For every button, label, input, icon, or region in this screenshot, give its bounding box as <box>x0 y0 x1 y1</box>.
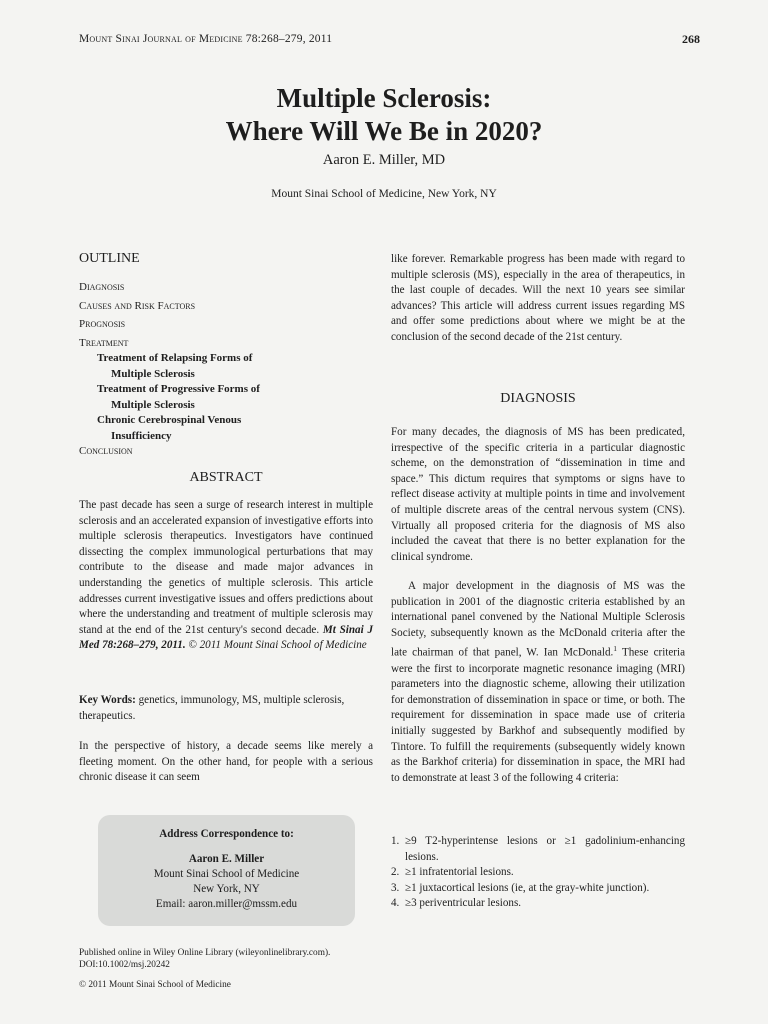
abstract-copyright: © 2011 Mount Sinai School of Medicine <box>188 639 367 652</box>
correspondence-name: Aaron E. Miller <box>188 853 265 865</box>
outline-list <box>79 280 373 460</box>
author-name: Aaron E. Miller, MD <box>322 152 446 168</box>
correspondence-heading: Address Correspondence to: <box>159 828 294 840</box>
running-head: Mount Sinai Journal of Medicine 78:268–279, 2011 <box>79 33 333 45</box>
outline-subitem-line2: Insufficiency <box>111 429 172 442</box>
diagnosis-p2-text-a: A major development in the diagnosis of MS was the publication in 2001 of the diagnostic criteria established by an international panel convened by the National Multiple Sclerosis Society, subsequently known as the McDonald criteria after the late chairman of that panel, W. Ian McDonald. <box>391 580 685 660</box>
criteria-text: ≥1 juxtacortical lesions (ie, at the gray-white junction). <box>405 881 650 894</box>
criteria-text: ≥1 infratentorial lesions. <box>405 866 514 879</box>
page-number: 268 <box>682 32 700 46</box>
correspondence-institution: Mount Sinai School of Medicine <box>153 868 300 880</box>
correspondence-city: New York, NY <box>193 883 260 895</box>
criteria-text: ≥3 periventricular lesions. <box>405 897 522 910</box>
criteria-number: 4. <box>391 897 400 910</box>
outline-item-conclusion[interactable]: Conclusion <box>79 445 133 457</box>
outline-subitem-line2: Multiple Sclerosis <box>111 367 195 380</box>
criteria-item <box>391 881 685 897</box>
criteria-number: 1. <box>391 835 400 847</box>
outline-subitem-relapsing[interactable] <box>79 351 373 382</box>
intro-paragraph-right: like forever. Remarkable progress has been made with regard to multiple sclerosis (MS), especially in the area of therapeutics, in the last couple of decades. Will the next 10 years see similar advances? This article will address current issues regarding MS and offer some predictions about where we might be at the conclusion of the second decade of the 21st century. <box>391 253 685 343</box>
abstract-text: The past decade has seen a surge of research interest in multiple sclerosis and an accelerated expansion of investigative efforts into multiple sclerosis therapeutics. Investigators have continued dissecting the complex immunological perturbations that may contribute to the disease and made major advances in understanding the genetics of multiple sclerosis. This article addresses current investigative issues and offers predictions about where the understanding and treatment of multiple sclerosis may stand at the end of the 21st century's second decade. <box>79 499 373 636</box>
keywords <box>79 693 373 724</box>
diagnosis-heading: DIAGNOSIS <box>500 391 576 406</box>
outline-subitem-line2: Multiple Sclerosis <box>111 398 195 411</box>
publication-info <box>79 947 373 971</box>
criteria-number: 2. <box>391 866 400 879</box>
criteria-item <box>391 896 685 912</box>
published-online: Published online in Wiley Online Library (wileyonlinelibrary.com). <box>79 948 331 958</box>
outline-subitem-line1: Treatment of Relapsing Forms of <box>97 352 253 364</box>
title-line-1: Multiple Sclerosis: <box>276 83 492 113</box>
outline-subitem-line1: Chronic Cerebrospinal Venous <box>97 414 242 426</box>
diagnosis-p2-text-b: These criteria were the first to incorporate magnetic resonance imaging (MRI) parameters into the diagnostic scheme, allowing their utilization for demonstration of dissemination in space or time, or both. The requirement for dissemination in space made use of criteria initially suggested by Barkhof and subsequently modified by Tintore. To fulfill the requirements (subsequently widely known as the Barkhof criteria) for dissemination in space, the MRI had to demonstrate at least 3 of the following 4 criteria: <box>391 647 686 784</box>
article-title <box>0 82 768 148</box>
outline-item-causes[interactable]: Causes and Risk Factors <box>79 299 196 312</box>
abstract-citation: Mt Sinai J Med 78:268–279, 2011. <box>79 623 373 652</box>
doi[interactable]: DOI:10.1002/msj.20242 <box>79 960 170 970</box>
author-affiliation: Mount Sinai School of Medicine, New York, NY <box>271 188 497 200</box>
title-line-2: Where Will We Be in 2020? <box>225 116 543 146</box>
correspondence-email[interactable]: Email: aaron.miller@mssm.edu <box>155 898 298 910</box>
outline-subitem-line1: Treatment of Progressive Forms of <box>97 383 260 395</box>
footer-copyright: © 2011 Mount Sinai School of Medicine <box>79 980 231 990</box>
criteria-number: 3. <box>391 881 400 894</box>
diagnosis-paragraph-2 <box>391 579 685 786</box>
abstract-heading: ABSTRACT <box>189 470 263 485</box>
abstract-body <box>79 498 373 654</box>
outline-item-diagnosis[interactable]: Diagnosis <box>79 281 125 293</box>
outline-subitem-progressive[interactable] <box>79 382 373 413</box>
diagnosis-paragraph-1: For many decades, the diagnosis of MS has been predicated, irrespective of the specific criteria in a particular diagnostic scheme, on the demonstration of “dissemination in time and space.” This dictum requires that symptoms or signs have to reflect disease activity at multiple points in time and involvement of multiple discrete areas of the central nervous system (CNS). Virtually all proposed criteria for the diagnosis of MS also included the caveat that there is no better explanation for the clinical syndrome. <box>391 426 685 563</box>
keywords-label: Key Words: <box>79 694 136 706</box>
correspondence-box <box>98 815 355 926</box>
keywords-text: genetics, immunology, MS, multiple sclerosis, therapeutics. <box>79 694 345 722</box>
criteria-text: ≥9 T2-hyperintense lesions or ≥1 gadolinium-enhancing lesions. <box>405 835 685 863</box>
outline-subitem-ccsvi[interactable] <box>79 413 373 444</box>
intro-paragraph-left: In the perspective of history, a decade seems like merely a fleeting moment. On the other hand, for people with a serious chronic disease it can seem <box>79 740 373 784</box>
criteria-list <box>391 834 685 912</box>
outline-heading: OUTLINE <box>79 251 140 266</box>
outline-item-treatment[interactable]: Treatment <box>79 336 129 349</box>
outline-item-prognosis[interactable]: Prognosis <box>79 318 126 330</box>
criteria-item <box>391 834 685 865</box>
criteria-item <box>391 865 685 881</box>
reference-1[interactable]: 1 <box>613 644 618 654</box>
